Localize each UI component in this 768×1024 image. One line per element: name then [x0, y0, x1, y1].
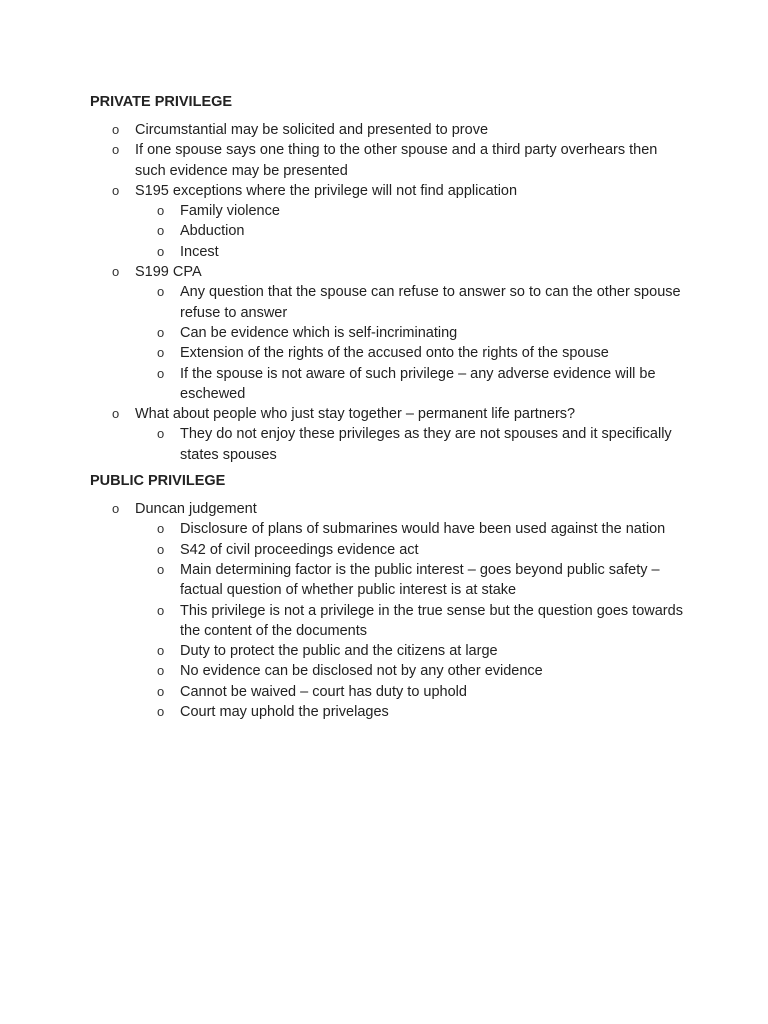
sub-list-item-text: Duty to protect the public and the citizens at large [180, 643, 498, 660]
list-item [90, 120, 690, 140]
sub-list-item [135, 702, 690, 722]
sub-list-item-text: This privilege is not a privilege in the true sense but the question goes towards the content of the documents [180, 602, 683, 639]
bullet-icon: o [157, 223, 165, 239]
sub-list-item [135, 424, 690, 465]
sub-list-item [135, 519, 690, 539]
bullet-icon: o [157, 704, 165, 720]
sub-list-item-text: If the spouse is not aware of such privilege – any adverse evidence will be eschewed [180, 365, 656, 402]
bullet-icon: o [157, 683, 165, 699]
bullet-icon: o [157, 203, 165, 219]
bullet-icon: o [157, 602, 165, 618]
public-privilege-heading: PUBLIC PRIVILEGE [90, 473, 226, 490]
list-item-text: If one spouse says one thing to the other spouse and a third party overhears then such evidence may be presented [135, 142, 658, 179]
sub-list-item-text: S42 of civil proceedings evidence act [180, 541, 419, 558]
list-item-text: S199 CPA [135, 264, 202, 281]
list-item-text: S195 exceptions where the privilege will not find application [135, 182, 518, 199]
bullet-icon: o [157, 643, 165, 659]
bullet-icon: o [112, 122, 120, 137]
sub-list-item [135, 560, 690, 601]
bullet-icon: o [112, 142, 120, 158]
private-privilege-heading: PRIVATE PRIVILEGE [90, 94, 233, 110]
sub-list-item [135, 601, 690, 642]
list-item [90, 140, 690, 181]
bullet-icon: o [112, 182, 120, 198]
bullet-icon: o [112, 501, 120, 517]
sub-list-item [135, 364, 690, 405]
bullet-icon: o [157, 345, 165, 361]
sub-list-item [135, 540, 690, 560]
list-item-text: Circumstantial may be solicited and presented to prove [135, 122, 489, 138]
bullet-icon: o [112, 406, 120, 422]
sub-list [135, 282, 690, 404]
sub-list-item [135, 661, 690, 681]
bullet-icon: o [112, 264, 120, 280]
bullet-icon: o [157, 541, 165, 557]
sub-list-item-text: Incest [180, 243, 219, 260]
bullet-icon: o [157, 284, 165, 300]
sub-list-item [135, 282, 690, 323]
sub-list-item-text: Family violence [180, 203, 280, 220]
sub-list-item [135, 682, 690, 702]
public-privilege-list [90, 499, 690, 722]
sub-list-item-text: Can be evidence which is self-incriminating [180, 324, 458, 341]
sub-list [135, 424, 690, 465]
bullet-icon: o [157, 426, 165, 442]
private-privilege-list [90, 120, 690, 465]
sub-list [135, 519, 690, 722]
sub-list-item [135, 323, 690, 343]
sub-list-item-text: Any question that the spouse can refuse to answer so to can the other spouse refuse to answer [180, 284, 681, 321]
list-item [90, 404, 690, 465]
sub-list [135, 201, 690, 262]
sub-list-item-text: No evidence can be disclosed not by any other evidence [180, 663, 543, 680]
sub-list-item-text: Disclosure of plans of submarines would have been used against the nation [180, 521, 666, 538]
sub-list-item [135, 242, 690, 262]
document-content [90, 92, 690, 722]
sub-list-item-text: Main determining factor is the public interest – goes beyond public safety – factual question of whether public interest is at stake [180, 561, 660, 599]
sub-list-item [135, 221, 690, 241]
bullet-icon: o [157, 663, 165, 679]
sub-list-item-text: Court may uphold the privelages [180, 704, 389, 721]
sub-list-item [135, 201, 690, 221]
bullet-icon: o [157, 324, 165, 340]
sub-list-item-text: Extension of the rights of the accused onto the rights of the spouse [180, 345, 609, 362]
list-item [90, 499, 690, 722]
sub-list-item-text: They do not enjoy these privileges as they are not spouses and it specifically states spouses [180, 426, 672, 463]
sub-list-item-text: Cannot be waived – court has duty to uphold [180, 683, 467, 700]
list-item-text: What about people who just stay together – permanent life partners? [135, 406, 576, 423]
bullet-icon: o [157, 521, 165, 537]
sub-list-item [135, 641, 690, 661]
sub-list-item-text: Abduction [180, 223, 245, 240]
list-item-text: Duncan judgement [135, 501, 257, 518]
list-item [90, 181, 690, 262]
bullet-icon: o [157, 561, 165, 577]
bullet-icon: o [157, 365, 165, 381]
sub-list-item [135, 343, 690, 363]
list-item [90, 262, 690, 404]
bullet-icon: o [157, 243, 165, 259]
